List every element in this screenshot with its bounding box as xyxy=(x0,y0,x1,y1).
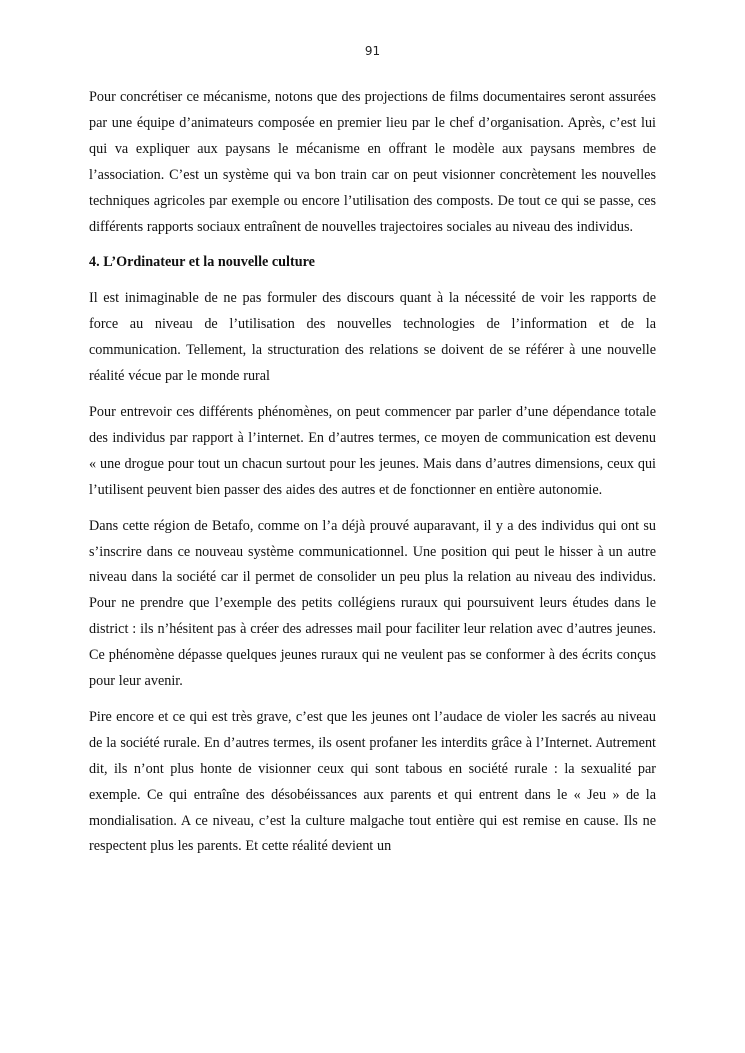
document-body xyxy=(89,85,656,870)
paragraph-sacres: Pire encore et ce qui est très grave, c’est que les jeunes ont l’audace de violer les sacrés au niveau de la société rurale. En d’autres termes, ils osent profaner les interdits grâce à l’Internet. Autrement dit, ils n’ont plus honte de visionner ceux qui sont tabous en société rurale : la sexualité par exemple. Ce qui entraîne des désobéissances aux parents et qui entrent dans le « Jeu » de la mondialisation. A ce niveau, c’est la culture malgache tout entière qui est remise en cause. Ils ne respectent plus les parents. Et cette réalité devient un xyxy=(89,708,656,855)
paragraph-projections: Pour concrétiser ce mécanisme, notons que des projections de films documentaires seront assurées par une équipe d’animateurs composée en premier lieu par le chef d’organisation. Après, c’est lui qui va expliquer aux paysans le mécanisme en offrant le modèle aux paysans membres de l’association. C’est un système qui va bon train car on peut visionner concrètement les nouvelles techniques agricoles par exemple ou encore l’utilisation des composts. De tout ce qui se passe, ces différents rapports sociaux entraînent de nouvelles trajectoires sociales au niveau des individus. xyxy=(89,89,656,235)
paragraph-betafo: Dans cette région de Betafo, comme on l’a déjà prouvé auparavant, il y a des individus qui ont su s’inscrire dans ce nouveau système communicationnel. Une position qui peut le hisser à un autre niveau dans la société car il permet de consolider un peu plus la relation au niveau des individus. Pour ne prendre que l’exemple des petits collégiens ruraux qui poursuivent leurs études dans le district : ils n’hésitent pas à créer des adresses mail pour faciliter leur relation avec d’autres jeunes. Ce phénomène dépasse quelques jeunes ruraux qui ne veulent pas se conformer à des écrits conçus pour leur avenir. xyxy=(89,517,656,690)
section-heading: 4. L’Ordinateur et la nouvelle culture xyxy=(89,254,315,271)
paragraph-rapports-de-force: Il est inimaginable de ne pas formuler des discours quant à la nécessité de voir les rapports de force au niveau de l’utilisation des nouvelles technologies de l’information et de la communication. Tellement, la structuration des relations se doivent de se référer à une nouvelle réalité vécue par le monde rural xyxy=(89,290,656,385)
page-number: 91 xyxy=(364,44,381,58)
paragraph-dependance-internet: Pour entrevoir ces différents phénomènes, on peut commencer par parler d’une dépendance totale des individus par rapport à l’internet. En d’autres termes, ce moyen de communication est devenu « une drogue pour tout un chacun surtout pour les jeunes. Mais dans d’autres dimensions, ceux qui l’utilisent peuvent bien passer des aides des autres et de fonctionner en entière autonomie. xyxy=(89,403,656,498)
